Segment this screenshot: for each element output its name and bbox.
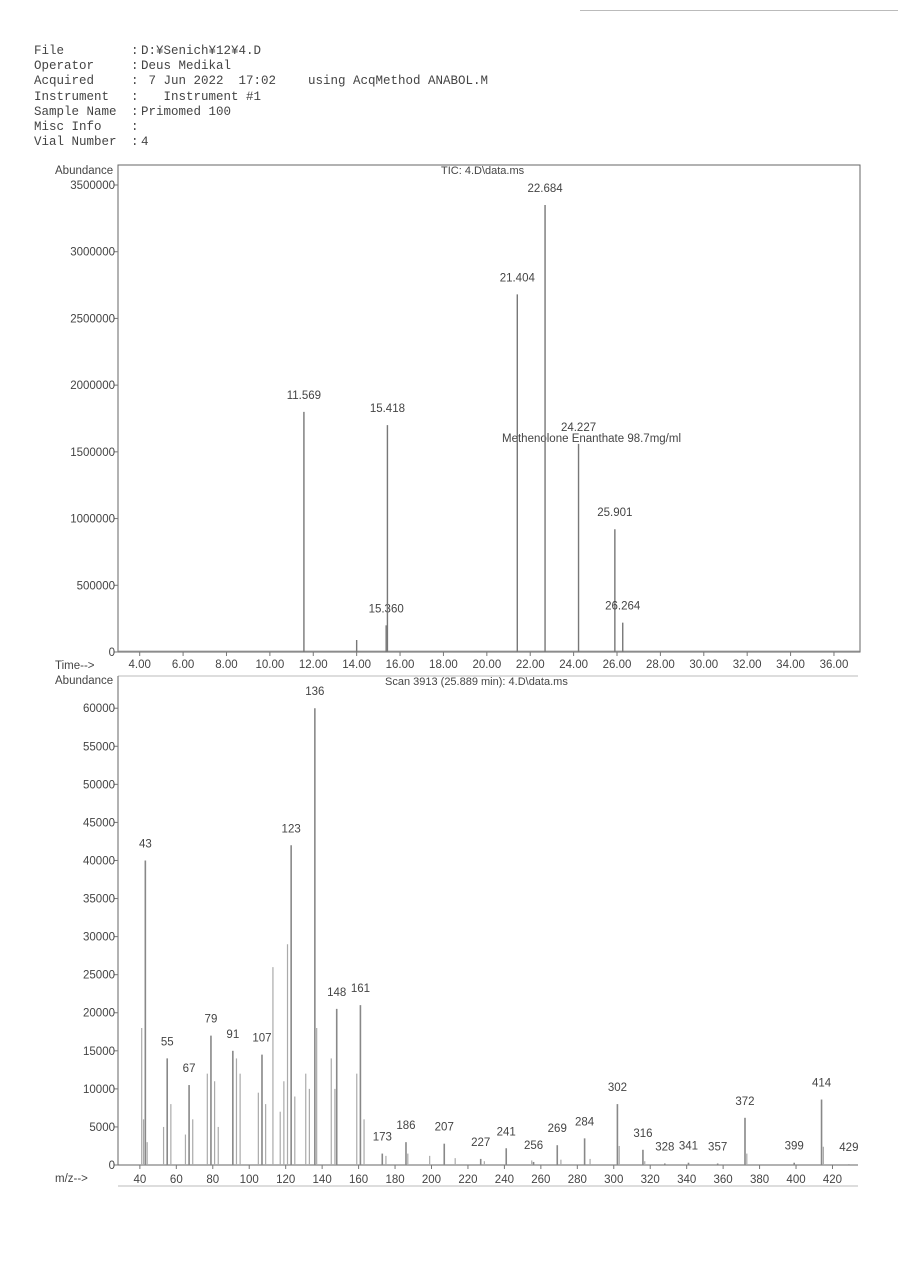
tic-y-tick-label: 1000000: [70, 513, 115, 526]
tic-y-tick-label: 1500000: [70, 446, 115, 459]
tic-x-tick-label: 16.00: [385, 659, 415, 671]
ms-x-tick-label: 180: [385, 1174, 405, 1186]
header-value: D:¥Senich¥12¥4.D: [141, 44, 262, 58]
header-sep: :: [131, 74, 139, 89]
ms-x-tick-label: 220: [458, 1174, 478, 1186]
tic-x-tick-label: 6.00: [171, 659, 195, 671]
ms-peak-label: 414: [811, 1077, 832, 1090]
ms-y-tick-label: 40000: [83, 855, 115, 868]
ms-x-tick-label: 120: [276, 1174, 296, 1186]
tic-x-tick-label: 34.00: [776, 659, 805, 671]
ms-peak-label: 67: [182, 1063, 196, 1076]
header-key: Instrument: [34, 89, 110, 104]
ms-y-tick-label: 25000: [83, 969, 115, 982]
ms-x-tick-label: 240: [494, 1174, 514, 1186]
ms-y-tick-label: 10000: [83, 1083, 115, 1096]
ms-peak-label: 341: [678, 1140, 699, 1153]
ms-ylabel: Abundance: [55, 675, 114, 687]
ms-peak-label: 173: [372, 1131, 392, 1144]
ms-peak-label: 123: [281, 823, 301, 836]
tic-peak-label: 11.569: [286, 389, 322, 402]
tic-x-tick-label: 26.00: [602, 659, 632, 671]
tic-peak-label: 15.360: [368, 603, 404, 616]
header-key: File: [34, 44, 65, 58]
ms-xlabel: m/z-->: [55, 1173, 88, 1185]
ms-y-tick-label: 50000: [83, 779, 115, 792]
tic-peak-label: 15.418: [369, 403, 406, 416]
header-key: Misc Info: [34, 120, 102, 135]
ms-x-tick-label: 280: [567, 1174, 587, 1186]
tic-peak-label: 26.264: [605, 600, 641, 613]
tic-x-tick-label: 18.00: [429, 659, 458, 671]
tic-peak-label: 22.684: [527, 183, 563, 196]
tic-y-tick-label: 2000000: [70, 380, 115, 393]
ms-peak-label: 55: [160, 1036, 174, 1049]
ms-peak-label: 284: [575, 1116, 595, 1129]
ms-peak-label: 207: [434, 1121, 454, 1134]
tic-y-tick-label: 2500000: [70, 313, 115, 326]
ms-y-tick-label: 45000: [83, 817, 115, 830]
header-key: Sample Name: [34, 104, 117, 119]
tic-y-tick-label: 500000: [76, 580, 115, 593]
header-key: Acquired: [34, 74, 95, 89]
header-value: Deus Medikal: [141, 59, 232, 74]
tic-x-tick-label: 32.00: [732, 659, 762, 671]
tic-peak-label: 21.404: [499, 272, 535, 285]
tic-annotation: Methenolone Enanthate 98.7mg/ml: [502, 433, 682, 445]
header-sep: :: [131, 120, 139, 135]
tic-x-tick-label: 12.00: [298, 659, 328, 671]
tic-x-tick-label: 36.00: [819, 659, 849, 671]
ms-peak-label: 227: [471, 1136, 491, 1149]
ms-peak-label: 269: [547, 1123, 567, 1136]
ms-peak-label: 161: [350, 983, 371, 996]
header-value: Instrument #1: [141, 89, 262, 104]
header-value: Primomed 100: [141, 104, 232, 119]
ms-peak-label: 107: [252, 1032, 272, 1045]
ms-y-tick-label: 35000: [83, 893, 115, 906]
tic-x-tick-label: 30.00: [689, 659, 719, 671]
tic-x-tick-label: 28.00: [646, 659, 675, 671]
tic-chart: [70, 165, 860, 671]
ms-peak-label: 79: [204, 1013, 218, 1026]
ms-y-tick-label: 55000: [83, 741, 115, 754]
ms-y-tick-label: 0: [108, 1160, 115, 1172]
header-sep: :: [131, 44, 139, 58]
tic-x-tick-label: 8.00: [215, 659, 238, 671]
ms-peak-label: 148: [327, 986, 347, 999]
header-sep: :: [131, 89, 139, 104]
mass-spectrum-chart: [83, 676, 858, 1186]
header-value: 7 Jun 2022 17:02: [141, 74, 277, 89]
ms-x-tick-label: 340: [677, 1174, 697, 1186]
tic-peak-label: 24.227: [560, 421, 597, 434]
ms-peak-label: 136: [305, 686, 325, 699]
ms-peak-label: 302: [607, 1082, 628, 1095]
ms-peak-label: 372: [735, 1095, 755, 1108]
ms-y-tick-label: 5000: [89, 1121, 115, 1134]
ms-y-tick-label: 30000: [83, 931, 115, 944]
ms-x-tick-label: 140: [312, 1174, 332, 1186]
tic-y-tick-label: 0: [108, 647, 115, 659]
tic-x-tick-label: 24.00: [559, 659, 589, 671]
ms-x-tick-label: 420: [822, 1174, 843, 1186]
ms-peak-label: 328: [655, 1141, 675, 1154]
tic-y-tick-label: 3000000: [70, 246, 115, 259]
ms-x-tick-label: 360: [713, 1174, 733, 1186]
ms-peak-label: 316: [633, 1127, 653, 1140]
ms-x-tick-label: 100: [239, 1174, 259, 1186]
ms-y-tick-label: 20000: [83, 1007, 115, 1020]
tic-y-tick-label: 3500000: [70, 180, 115, 192]
ms-peak-label: 399: [784, 1140, 804, 1153]
ms-x-tick-label: 300: [604, 1174, 624, 1186]
ms-y-tick-label: 60000: [83, 703, 115, 716]
tic-x-tick-label: 22.00: [515, 659, 545, 671]
ms-x-tick-label: 80: [206, 1174, 220, 1186]
tic-title: TIC: 4.D\data.ms: [441, 165, 525, 177]
tic-ylabel: Abundance: [55, 165, 114, 177]
ms-x-tick-label: 320: [640, 1174, 660, 1186]
header-value: 4: [141, 135, 149, 150]
ms-peak-label: 357: [708, 1141, 728, 1154]
acq-method: using AcqMethod ANABOL.M: [308, 74, 489, 88]
ms-y-tick-label: 15000: [83, 1045, 115, 1058]
ms-peak-label: 186: [396, 1120, 416, 1133]
ms-x-tick-label: 400: [786, 1174, 806, 1186]
tic-peak-label: 25.901: [597, 507, 633, 520]
ms-x-tick-label: 200: [421, 1174, 442, 1186]
ms-title: Scan 3913 (25.889 min): 4.D\data.ms: [385, 676, 568, 688]
tic-x-tick-label: 10.00: [255, 659, 285, 671]
tic-xlabel: Time-->: [55, 660, 95, 672]
ms-peak-label: 43: [138, 838, 152, 851]
ms-peak-label: 256: [523, 1139, 544, 1152]
ms-peak-label: 91: [226, 1028, 240, 1041]
tic-x-tick-label: 4.00: [128, 659, 151, 671]
tic-frame: [118, 165, 860, 652]
header-sep: :: [131, 104, 139, 119]
header-sep: :: [131, 135, 139, 150]
ms-x-tick-label: 40: [133, 1174, 147, 1186]
ms-x-tick-label: 60: [169, 1174, 183, 1186]
tic-x-tick-label: 14.00: [342, 659, 372, 671]
ms-x-tick-label: 380: [749, 1174, 770, 1186]
ms-peak-label: 429: [839, 1142, 859, 1155]
ms-x-tick-label: 160: [348, 1174, 369, 1186]
ms-peak-label: 241: [496, 1126, 516, 1139]
ms-x-tick-label: 260: [531, 1174, 551, 1186]
header-key: Vial Number: [34, 135, 117, 150]
tic-x-tick-label: 20.00: [472, 659, 502, 671]
header-key: Operator: [34, 59, 95, 74]
header-sep: :: [131, 59, 139, 74]
